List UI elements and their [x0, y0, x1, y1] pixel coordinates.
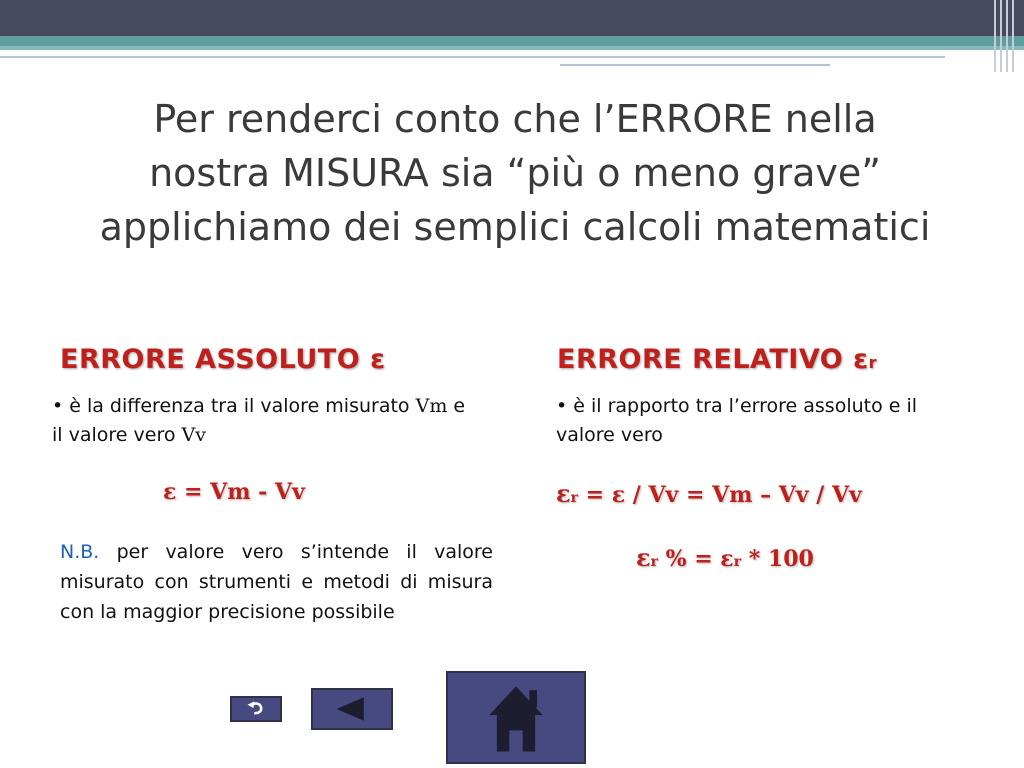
- header-bar: [0, 0, 1024, 36]
- return-button[interactable]: [230, 696, 282, 722]
- header-accent-bar-light: [0, 46, 1024, 50]
- slide-title: Per renderci conto che l’ERRORE nella nostra MISURA sia “più o meno grave” applichiamo dei semplici calcoli matematici: [99, 97, 931, 249]
- nota-bene: N.B. per valore vero s’intende il valore misurato con strumenti e metodi di misura con la maggior precisione possibile: [60, 541, 493, 623]
- return-arrow-icon: [232, 698, 280, 720]
- home-icon: [448, 673, 584, 762]
- symbol-vm: Vm: [415, 395, 448, 417]
- symbol-vv: Vv: [181, 424, 206, 446]
- header-accent-bar: [0, 36, 1024, 46]
- header-rule-short: [560, 64, 830, 66]
- formula-errore-percentuale: εr % = εr * 100: [636, 543, 814, 572]
- back-button[interactable]: [311, 688, 393, 730]
- bullet-errore-assoluto: • è la differenza tra il valore misurato Vm e il valore vero Vv: [52, 395, 466, 446]
- header-rule: [0, 56, 945, 58]
- home-button[interactable]: [446, 671, 586, 764]
- nb-label: N.B.: [60, 541, 100, 563]
- heading-errore-relativo: ERRORE RELATIVO εr: [557, 344, 878, 375]
- formula-errore-assoluto: ε = Vm - Vv: [163, 479, 305, 505]
- triangle-left-icon: [313, 690, 391, 728]
- bullet-errore-relativo: • è il rapporto tra l’errore assoluto e il valore vero: [556, 395, 918, 446]
- header-stripes: [988, 0, 1024, 72]
- formula-errore-relativo: εr = ε / Vv = Vm – Vv / Vv: [556, 479, 862, 508]
- heading-errore-assoluto: ERRORE ASSOLUTO ε: [60, 344, 386, 375]
